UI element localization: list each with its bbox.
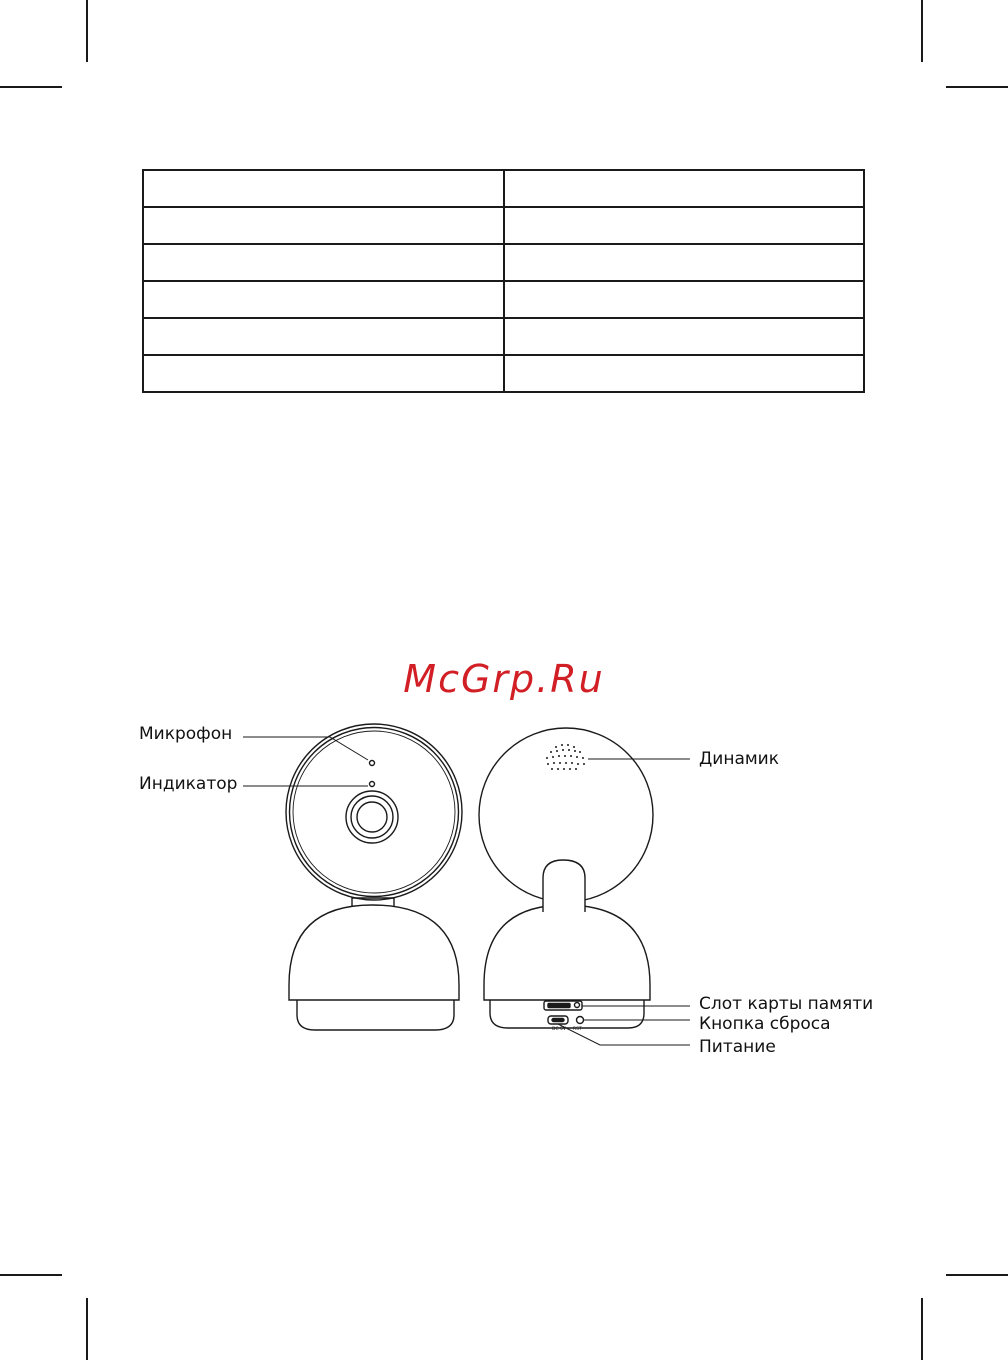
crop-mark <box>921 1298 923 1360</box>
table-cell <box>504 318 865 355</box>
label-speaker: Динамик <box>699 749 780 769</box>
table-row <box>143 170 864 207</box>
table-row <box>143 281 864 318</box>
watermark-logo: McGrp.Ru <box>403 657 605 701</box>
table-cell <box>504 355 865 392</box>
table-cell <box>504 170 865 207</box>
back-camera-illustration <box>479 728 653 1028</box>
label-microphone: Микрофон <box>139 724 233 744</box>
front-camera-illustration <box>286 724 462 1030</box>
label-reset-button: Кнопка сброса <box>699 1014 831 1034</box>
table-cell <box>504 281 865 318</box>
crop-mark <box>86 0 88 62</box>
label-indicator: Индикатор <box>139 774 238 794</box>
crop-mark <box>921 0 923 62</box>
table-cell <box>504 207 865 244</box>
crop-mark <box>946 86 1008 88</box>
table-cell <box>143 281 504 318</box>
leader-lines <box>243 737 690 1045</box>
table-cell <box>143 207 504 244</box>
table-cell <box>143 355 504 392</box>
crop-mark <box>946 1274 1008 1276</box>
crop-mark <box>0 1274 62 1276</box>
crop-mark <box>86 1298 88 1360</box>
crop-mark <box>0 86 62 88</box>
speaker-grille <box>546 744 585 770</box>
port-label-reset: RST <box>573 1027 582 1032</box>
camera-diagram <box>0 700 1008 1070</box>
table-row <box>143 355 864 392</box>
spec-table <box>142 169 865 393</box>
table-row <box>143 318 864 355</box>
table-cell <box>143 318 504 355</box>
table-row <box>143 207 864 244</box>
label-memory-card-slot: Слот карты памяти <box>699 994 874 1014</box>
table-cell <box>143 170 504 207</box>
table-cell <box>143 244 504 281</box>
port-label-dc: DC 5V <box>552 1027 566 1032</box>
label-power: Питание <box>699 1037 776 1057</box>
table-row <box>143 244 864 281</box>
table-cell <box>504 244 865 281</box>
